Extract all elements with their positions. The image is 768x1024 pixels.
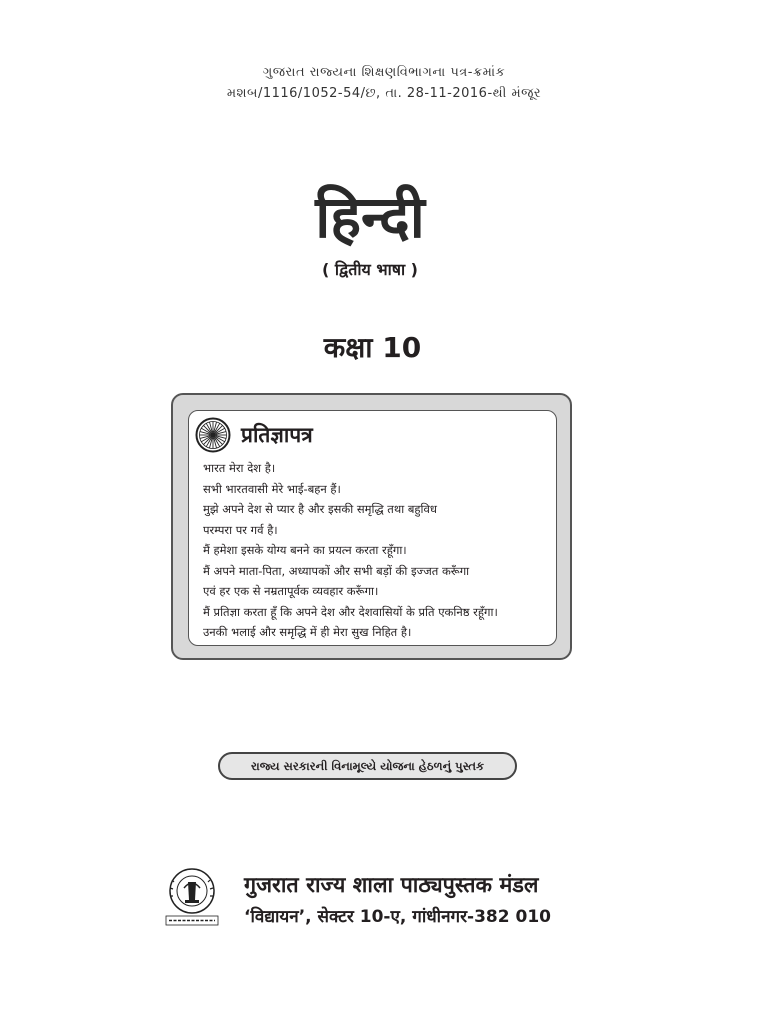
pledge-line: परम्परा पर गर्व है। — [203, 522, 278, 537]
approval-line-2: મશબ/1116/1052-54/છ, તા. 28-11-2016-થી મંજૂર — [226, 86, 542, 101]
pledge-frame — [171, 393, 572, 660]
pledge-line: मैं हमेशा इसके योग्य बनने का प्रयत्न करता रहूँगा। — [203, 543, 407, 557]
approval-line-1: ગુજરાત રાજ્યના શિક્ષણવિભાગના પત્ર-ક્રમાંક — [262, 65, 506, 80]
pledge-line: मुझे अपने देश से प्यार है और इसकी समृद्धि तथा बहुविध — [203, 502, 437, 516]
publisher-name: गुजरात राज्य शाला पाठ्यपुस्तक मंडल — [244, 873, 539, 898]
book-subtitle: ( द्वितीय भाषा ) — [321, 260, 418, 279]
pledge-line: उनकी भलाई और समृद्धि में ही मेरा सुख निहित है। — [203, 625, 412, 639]
pledge-line: भारत मेरा देश है। — [203, 461, 276, 475]
pledge-heading: प्रतिज्ञापत्र — [241, 423, 313, 447]
publisher-address: ‘विद्यायन’, सेक्टर 10-ए, गांधीनगर-382 010 — [244, 907, 551, 927]
pledge-line: मैं प्रतिज्ञा करता हूँ कि अपने देश और देशवासियों के प्रति एकनिष्ठ रहूँगा। — [203, 604, 498, 619]
class-label: कक्षा 10 — [323, 331, 422, 364]
approval-note — [0, 62, 768, 104]
board-emblem-icon — [158, 866, 226, 928]
pledge-line: मैं अपने माता-पिता, अध्यापकों और सभी बड़ों की इज्जत करूँगा — [203, 563, 470, 578]
free-scheme-banner: રાજ્ય સરકારની વિનામૂલ્યે યોજના હેઠળનું પુસ્તક — [218, 752, 517, 780]
pledge-text — [203, 458, 553, 643]
pledge-card — [188, 410, 557, 646]
pledge-line: सभी भारतवासी मेरे भाई-बहन हैं। — [203, 481, 341, 496]
pledge-line: एवं हर एक से नम्रतापूर्वक व्यवहार करूँगा। — [203, 584, 379, 598]
ashoka-chakra-icon — [195, 417, 231, 453]
book-title: हिन्दी — [315, 183, 425, 251]
